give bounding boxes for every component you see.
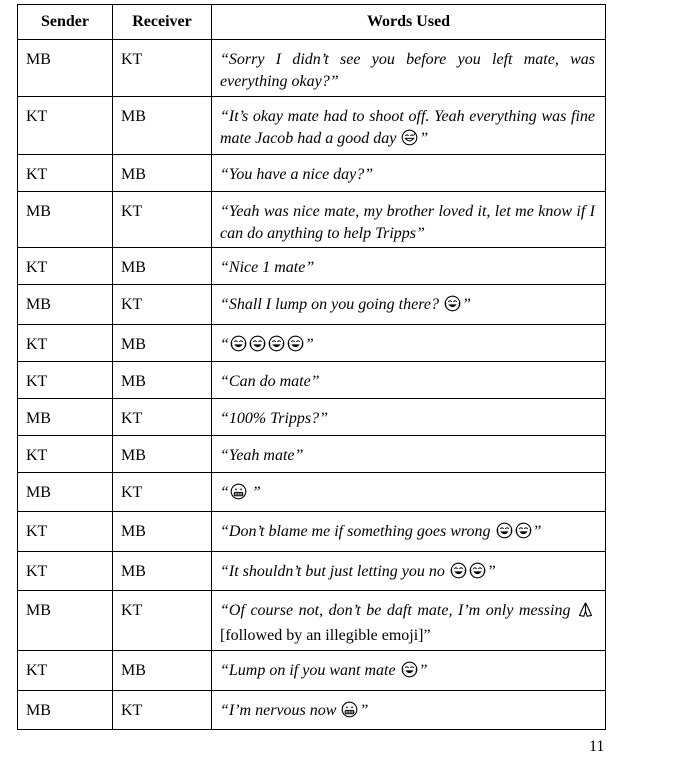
message-text: “Shall I lump on you going there? [220, 296, 443, 313]
laughing-tears-icon [287, 335, 304, 359]
message-text: ” [461, 296, 471, 313]
sender-cell: KT [18, 552, 113, 591]
grimace-icon [230, 483, 247, 507]
sender-cell: MB [18, 40, 113, 97]
message-text: “100% Tripps?” [220, 410, 329, 427]
receiver-cell: MB [113, 552, 212, 591]
receiver-cell: KT [113, 591, 212, 651]
receiver-cell: MB [113, 97, 212, 155]
words-used-cell [212, 651, 606, 691]
message-text: “Of course not, don’t be daft mate, I’m only messing [220, 602, 576, 619]
messages-table [17, 4, 606, 730]
message-text: “ [220, 336, 229, 353]
receiver-cell: MB [113, 155, 212, 192]
words-used-cell [212, 473, 606, 512]
words-used-cell [212, 97, 606, 155]
grimace-icon [341, 701, 358, 725]
page-number: 11 [589, 738, 605, 755]
laughing-tears-icon [515, 522, 532, 546]
message-text: ” [532, 523, 542, 540]
message-text: “Don’t blame me if something goes wrong [220, 523, 495, 540]
words-used-cell [212, 155, 606, 192]
words-used-cell [212, 399, 606, 436]
message-text: “It’s okay mate had to shoot off. Yeah everything was fine mate Jacob had a good day [220, 108, 595, 147]
sender-cell: KT [18, 436, 113, 473]
sender-cell: MB [18, 591, 113, 651]
receiver-cell: MB [113, 325, 212, 362]
message-text: “Lump on if you want mate [220, 662, 400, 679]
message-text: ” [486, 563, 496, 580]
words-used-cell [212, 192, 606, 248]
sender-cell: MB [18, 691, 113, 730]
sender-cell: KT [18, 155, 113, 192]
table-row [18, 40, 606, 97]
sender-cell: KT [18, 512, 113, 552]
message-text: “I’m nervous now [220, 702, 341, 719]
sender-cell: KT [18, 248, 113, 285]
table-row [18, 192, 606, 248]
praying-hands-icon [577, 601, 594, 625]
words-used-cell [212, 40, 606, 97]
message-text: “It shouldn’t but just letting you no [220, 563, 449, 580]
table-row [18, 591, 606, 651]
header-receiver: Receiver [113, 5, 212, 40]
message-text: ” [304, 336, 314, 353]
receiver-cell: MB [113, 436, 212, 473]
laughing-tears-icon [450, 562, 467, 586]
receiver-cell: KT [113, 192, 212, 248]
grin-sweat-icon [401, 129, 418, 153]
receiver-cell: KT [113, 40, 212, 97]
sender-cell: KT [18, 651, 113, 691]
sender-cell: KT [18, 362, 113, 399]
table-row [18, 473, 606, 512]
header-sender: Sender [18, 5, 113, 40]
receiver-cell: KT [113, 473, 212, 512]
receiver-cell: MB [113, 362, 212, 399]
message-text: “You have a nice day?” [220, 166, 374, 183]
words-used-cell [212, 436, 606, 473]
header-words-used: Words Used [212, 5, 606, 40]
table-row [18, 248, 606, 285]
laughing-tears-icon [469, 562, 486, 586]
receiver-cell: KT [113, 691, 212, 730]
sender-cell: MB [18, 473, 113, 512]
sender-cell: MB [18, 285, 113, 325]
message-text: “Sorry I didn’t see you before you left mate, was everything okay?” [220, 51, 595, 90]
words-used-cell [212, 591, 606, 651]
laughing-tears-icon [496, 522, 513, 546]
message-text: “ [220, 484, 229, 501]
laughing-tears-icon [268, 335, 285, 359]
sender-cell: KT [18, 97, 113, 155]
laughing-tears-icon [249, 335, 266, 359]
table-row [18, 155, 606, 192]
message-text: ” [247, 484, 261, 501]
words-used-cell [212, 285, 606, 325]
words-used-cell [212, 362, 606, 399]
table-row [18, 512, 606, 552]
message-text: ” [419, 130, 429, 147]
sender-cell: MB [18, 192, 113, 248]
table-row [18, 651, 606, 691]
receiver-cell: KT [113, 399, 212, 436]
table-row [18, 285, 606, 325]
receiver-cell: KT [113, 285, 212, 325]
words-used-cell [212, 325, 606, 362]
table-row [18, 362, 606, 399]
sender-cell: MB [18, 399, 113, 436]
message-text: “Yeah was nice mate, my brother loved it, let me know if I can do anything to help Tripps” [220, 203, 595, 242]
table-row [18, 691, 606, 730]
receiver-cell: MB [113, 512, 212, 552]
words-used-cell [212, 512, 606, 552]
message-text: ” [418, 662, 428, 679]
receiver-cell: MB [113, 248, 212, 285]
message-text: [followed by an illegible emoji]” [220, 627, 431, 644]
laughing-tears-icon [230, 335, 247, 359]
table-row [18, 97, 606, 155]
sender-cell: KT [18, 325, 113, 362]
table-row [18, 399, 606, 436]
laughing-tears-icon [401, 661, 418, 685]
words-used-cell [212, 691, 606, 730]
table-row [18, 325, 606, 362]
words-used-cell [212, 248, 606, 285]
message-text: “Can do mate” [220, 373, 320, 390]
table-row [18, 552, 606, 591]
message-text: “Yeah mate” [220, 447, 304, 464]
laughing-tears-icon [444, 295, 461, 319]
message-text: ” [359, 702, 369, 719]
words-used-cell [212, 552, 606, 591]
message-text: “Nice 1 mate” [220, 259, 315, 276]
receiver-cell: MB [113, 651, 212, 691]
table-row [18, 436, 606, 473]
table-header-row [18, 5, 606, 40]
